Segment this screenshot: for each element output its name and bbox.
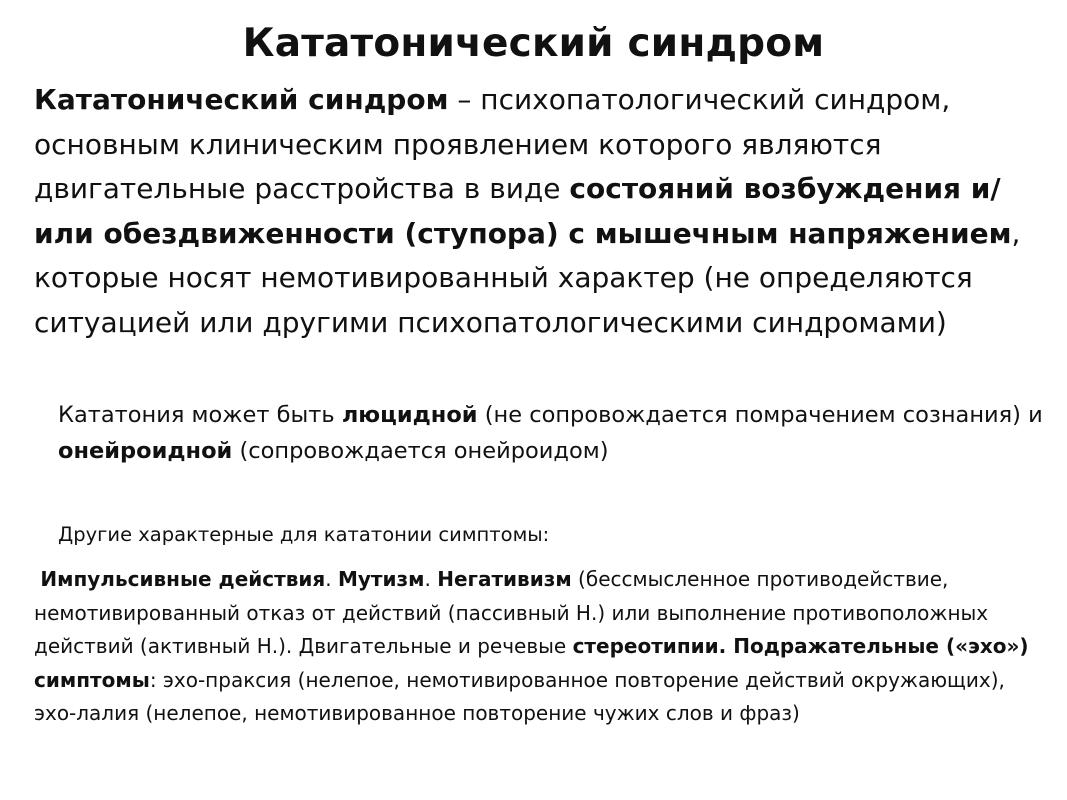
symptom-impulsive-actions: Импульсивные действия — [40, 567, 326, 591]
catatonia-oneiroid: онейроидной — [58, 438, 233, 464]
symptom-negativism: Негативизм — [437, 567, 572, 591]
definition-text-2: , которые носят немотивированный характер (не определяются ситуацией или другими психопатологическими синдромами) — [34, 216, 1021, 339]
other-symptoms-heading: Другие характерные для кататонии симптомы: — [58, 523, 550, 546]
catatonia-text-2: (не сопровождается помрачением сознания) и — [477, 402, 1043, 428]
symptoms-sep-1: . — [325, 567, 338, 591]
catatonia-text-1: Кататония может быть — [58, 402, 342, 428]
catatonia-text-3: (сопровождается онейроидом) — [232, 438, 609, 464]
definition-paragraph — [34, 78, 1044, 345]
definition-text-1: – психопатологический синдром, основным клиническим проявлением которого являются двигательные расстройства в виде — [34, 83, 951, 205]
symptoms-echo-desc: : эхо-праксия (нелепое, немотивированное повторение действий окружающих), эхо-лалия (нелепое, немотивированное повторение чужих слов и фраз) — [34, 667, 1005, 725]
definition-term: Кататонический синдром — [34, 83, 449, 116]
slide-title: Кататонический синдром — [242, 21, 825, 66]
catatonia-lucid: люцидной — [341, 402, 478, 428]
symptoms-negativism-desc: (бессмысленное противодействие, немотивированный отказ от действий (пассивный Н.) или выполнение противоположных действий (активный Н.). Двигательные и речевые — [34, 567, 989, 658]
symptoms-sep-2: . — [424, 567, 438, 591]
catatonia-types-paragraph — [58, 397, 1048, 469]
definition-bold-states: состояний возбуждения и/или обездвиженности (ступора) с мышечным напряжением — [34, 172, 1012, 250]
symptom-stereotypies-echo: стереотипии. Подражательные («эхо») симптомы — [34, 634, 1029, 692]
symptoms-paragraph — [34, 563, 1044, 731]
symptom-mutism: Мутизм — [337, 567, 425, 591]
